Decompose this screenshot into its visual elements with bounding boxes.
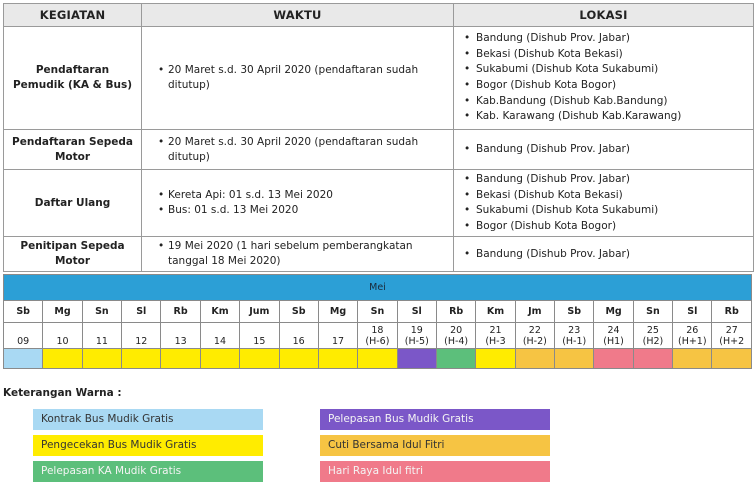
location-item: • Bandung (Dishub Prov. Jabar) [464,247,747,263]
calendar-date-countdown: (H+2 [719,336,745,347]
calendar-date-number: 11 [95,336,108,347]
location-item: • Sukabumi (Dishub Kota Sukabumi) [464,203,747,219]
calendar-color-cell [555,349,594,369]
activity-cell: Penitipan Sepeda Motor [4,237,142,272]
legend-label: Cuti Bersama Idul Fitri [328,439,445,451]
calendar-color-cell [279,349,318,369]
calendar-date-cell [673,323,712,349]
calendar-date-cell [4,323,43,349]
activity-cell: Daftar Ulang [4,170,142,237]
location-item: • Bekasi (Dishub Kota Bekasi) [464,47,747,63]
calendar-date-countdown: (H-6) [365,336,390,347]
calendar-date-number: 23 [568,325,581,336]
calendar-date-cell [436,323,475,349]
calendar-date-cell [279,323,318,349]
activity-cell: Pendaftaran Pemudik (KA & Bus) [4,27,142,130]
calendar-color-row [4,349,752,369]
calendar-date-cell [633,323,672,349]
calendar-date-countdown: (H-4) [444,336,469,347]
calendar-date-number: 13 [174,336,187,347]
calendar-day-cell: Jum [240,301,279,323]
calendar-date-number: 15 [253,336,266,347]
legend-label: Pengecekan Bus Mudik Gratis [41,439,197,451]
calendar-date-cell [200,323,239,349]
calendar-color-cell [515,349,554,369]
calendar-day-cell: Sn [82,301,121,323]
calendar-color-cell [476,349,515,369]
legend-item-bus-release [320,409,550,430]
schedule-header-row [4,4,754,27]
table-row [4,130,754,170]
time-item: • Bus: 01 s.d. 13 Mei 2020 [158,203,447,218]
calendar-date-number: 12 [135,336,148,347]
location-cell [454,130,754,170]
location-item: • Sukabumi (Dishub Kota Sukabumi) [464,62,747,78]
calendar-color-cell [436,349,475,369]
calendar-day-cell: Km [200,301,239,323]
location-cell [454,27,754,130]
calendar-date-countdown: (H-3 [485,336,506,347]
time-item: • Kereta Api: 01 s.d. 13 Mei 2020 [158,188,447,203]
location-item: • Bekasi (Dishub Kota Bekasi) [464,188,747,204]
location-cell [454,237,754,272]
calendar-date-number: 27 [725,325,738,336]
calendar-date-cell [122,323,161,349]
calendar-date-number: 14 [213,336,227,347]
calendar-color-cell [633,349,672,369]
calendar-date-number: 09 [17,336,30,347]
header-activity: KEGIATAN [4,4,142,27]
calendar-date-cell [712,323,752,349]
calendar-date-cell [476,323,515,349]
location-item: • Bandung (Dishub Prov. Jabar) [464,31,747,47]
schedule-table [3,3,754,272]
calendar-date-cell [43,323,82,349]
calendar-day-cell: Sl [673,301,712,323]
calendar-day-cell: Rb [436,301,475,323]
calendar-color-cell [240,349,279,369]
legend-label: Pelepasan Bus Mudik Gratis [328,413,474,425]
location-item: • Bandung (Dishub Prov. Jabar) [464,172,747,188]
calendar-date-number: 19 [410,325,423,336]
time-cell [142,170,454,237]
calendar-date-cell [161,323,200,349]
calendar-date-number: 20 [450,325,463,336]
calendar-day-cell: Sl [397,301,436,323]
calendar-day-cell: Sn [633,301,672,323]
calendar-date-countdown: (H-2) [522,336,547,347]
calendar-color-cell [358,349,397,369]
time-item: • 20 Maret s.d. 30 April 2020 (pendaftaran sudah ditutup) [158,135,447,165]
calendar-date-cell [397,323,436,349]
calendar-date-countdown: (H+1) [678,336,707,347]
legend-item-joint-leave [320,435,550,456]
calendar-date-countdown: (H2) [642,336,664,347]
legend-title: Keterangan Warna : [3,387,122,399]
calendar-date-row [4,323,752,349]
table-row [4,237,754,272]
location-item: • Kab. Karawang (Dishub Kab.Karawang) [464,109,747,125]
calendar-month: Mei [4,275,752,301]
calendar-day-cell: Sb [279,301,318,323]
calendar-date-cell [555,323,594,349]
calendar-date-cell [82,323,121,349]
location-item: • Bandung (Dishub Prov. Jabar) [464,142,747,158]
calendar-date-cell [240,323,279,349]
location-item: • Bogor (Dishub Kota Bogor) [464,219,747,235]
calendar-date-countdown: (H1) [603,336,624,347]
calendar-color-cell [673,349,712,369]
calendar-date-countdown: (H-1) [562,336,587,347]
calendar-day-cell: Km [476,301,515,323]
calendar-day-cell: Rb [161,301,200,323]
calendar-date-cell [515,323,554,349]
time-cell [142,237,454,272]
legend-label: Kontrak Bus Mudik Gratis [41,413,174,425]
calendar-date-number: 21 [489,325,502,336]
calendar-day-cell: Sn [358,301,397,323]
header-location: LOKASI [454,4,754,27]
calendar-color-cell [594,349,633,369]
calendar-day-cell: Mg [318,301,357,323]
calendar-day-cell: Rb [712,301,752,323]
calendar-date-number: 16 [292,336,305,347]
time-item: • 19 Mei 2020 (1 hari sebelum pemberangkatan tanggal 18 Mei 2020) [158,239,447,269]
calendar-color-cell [82,349,121,369]
calendar-day-cell: Sl [122,301,161,323]
location-item: • Kab.Bandung (Dishub Kab.Bandung) [464,94,747,110]
calendar-day-cell: Jm [515,301,554,323]
calendar-day-cell: Mg [594,301,633,323]
calendar-date-cell [358,323,397,349]
calendar-date-number: 18 [371,325,384,336]
calendar-day-cell: Sb [4,301,43,323]
calendar-date-number: 17 [332,336,345,347]
calendar-color-cell [4,349,43,369]
legend-label: Pelepasan KA Mudik Gratis [41,465,182,477]
calendar-color-cell [200,349,239,369]
legend-item-train-release [33,461,263,482]
calendar-day-row [4,301,752,323]
calendar-color-cell [397,349,436,369]
legend-item-contract-bus [33,409,263,430]
location-cell [454,170,754,237]
header-time: WAKTU [142,4,454,27]
table-row [4,27,754,130]
legend-item-eid-holiday [320,461,550,482]
calendar-date-cell [594,323,633,349]
legend-item-bus-check [33,435,263,456]
calendar-color-cell [43,349,82,369]
time-item: • 20 Maret s.d. 30 April 2020 (pendaftaran sudah ditutup) [158,63,447,93]
calendar-date-cell [318,323,357,349]
calendar-color-cell [318,349,357,369]
calendar-date-number: 22 [528,325,541,336]
calendar-table [3,274,752,369]
location-item: • Bogor (Dishub Kota Bogor) [464,78,747,94]
calendar-date-number: 26 [686,325,699,336]
time-cell [142,27,454,130]
calendar-date-number: 25 [646,325,659,336]
calendar-date-number: 10 [56,336,69,347]
time-cell [142,130,454,170]
calendar-date-countdown: (H-5) [404,336,429,347]
calendar-color-cell [161,349,200,369]
calendar-day-cell: Mg [43,301,82,323]
calendar-color-cell [122,349,161,369]
table-row [4,170,754,237]
calendar-color-cell [712,349,752,369]
calendar-date-number: 24 [607,325,620,336]
activity-cell: Pendaftaran Sepeda Motor [4,130,142,170]
calendar-day-cell: Sb [555,301,594,323]
legend-label: Hari Raya Idul fitri [328,465,424,477]
